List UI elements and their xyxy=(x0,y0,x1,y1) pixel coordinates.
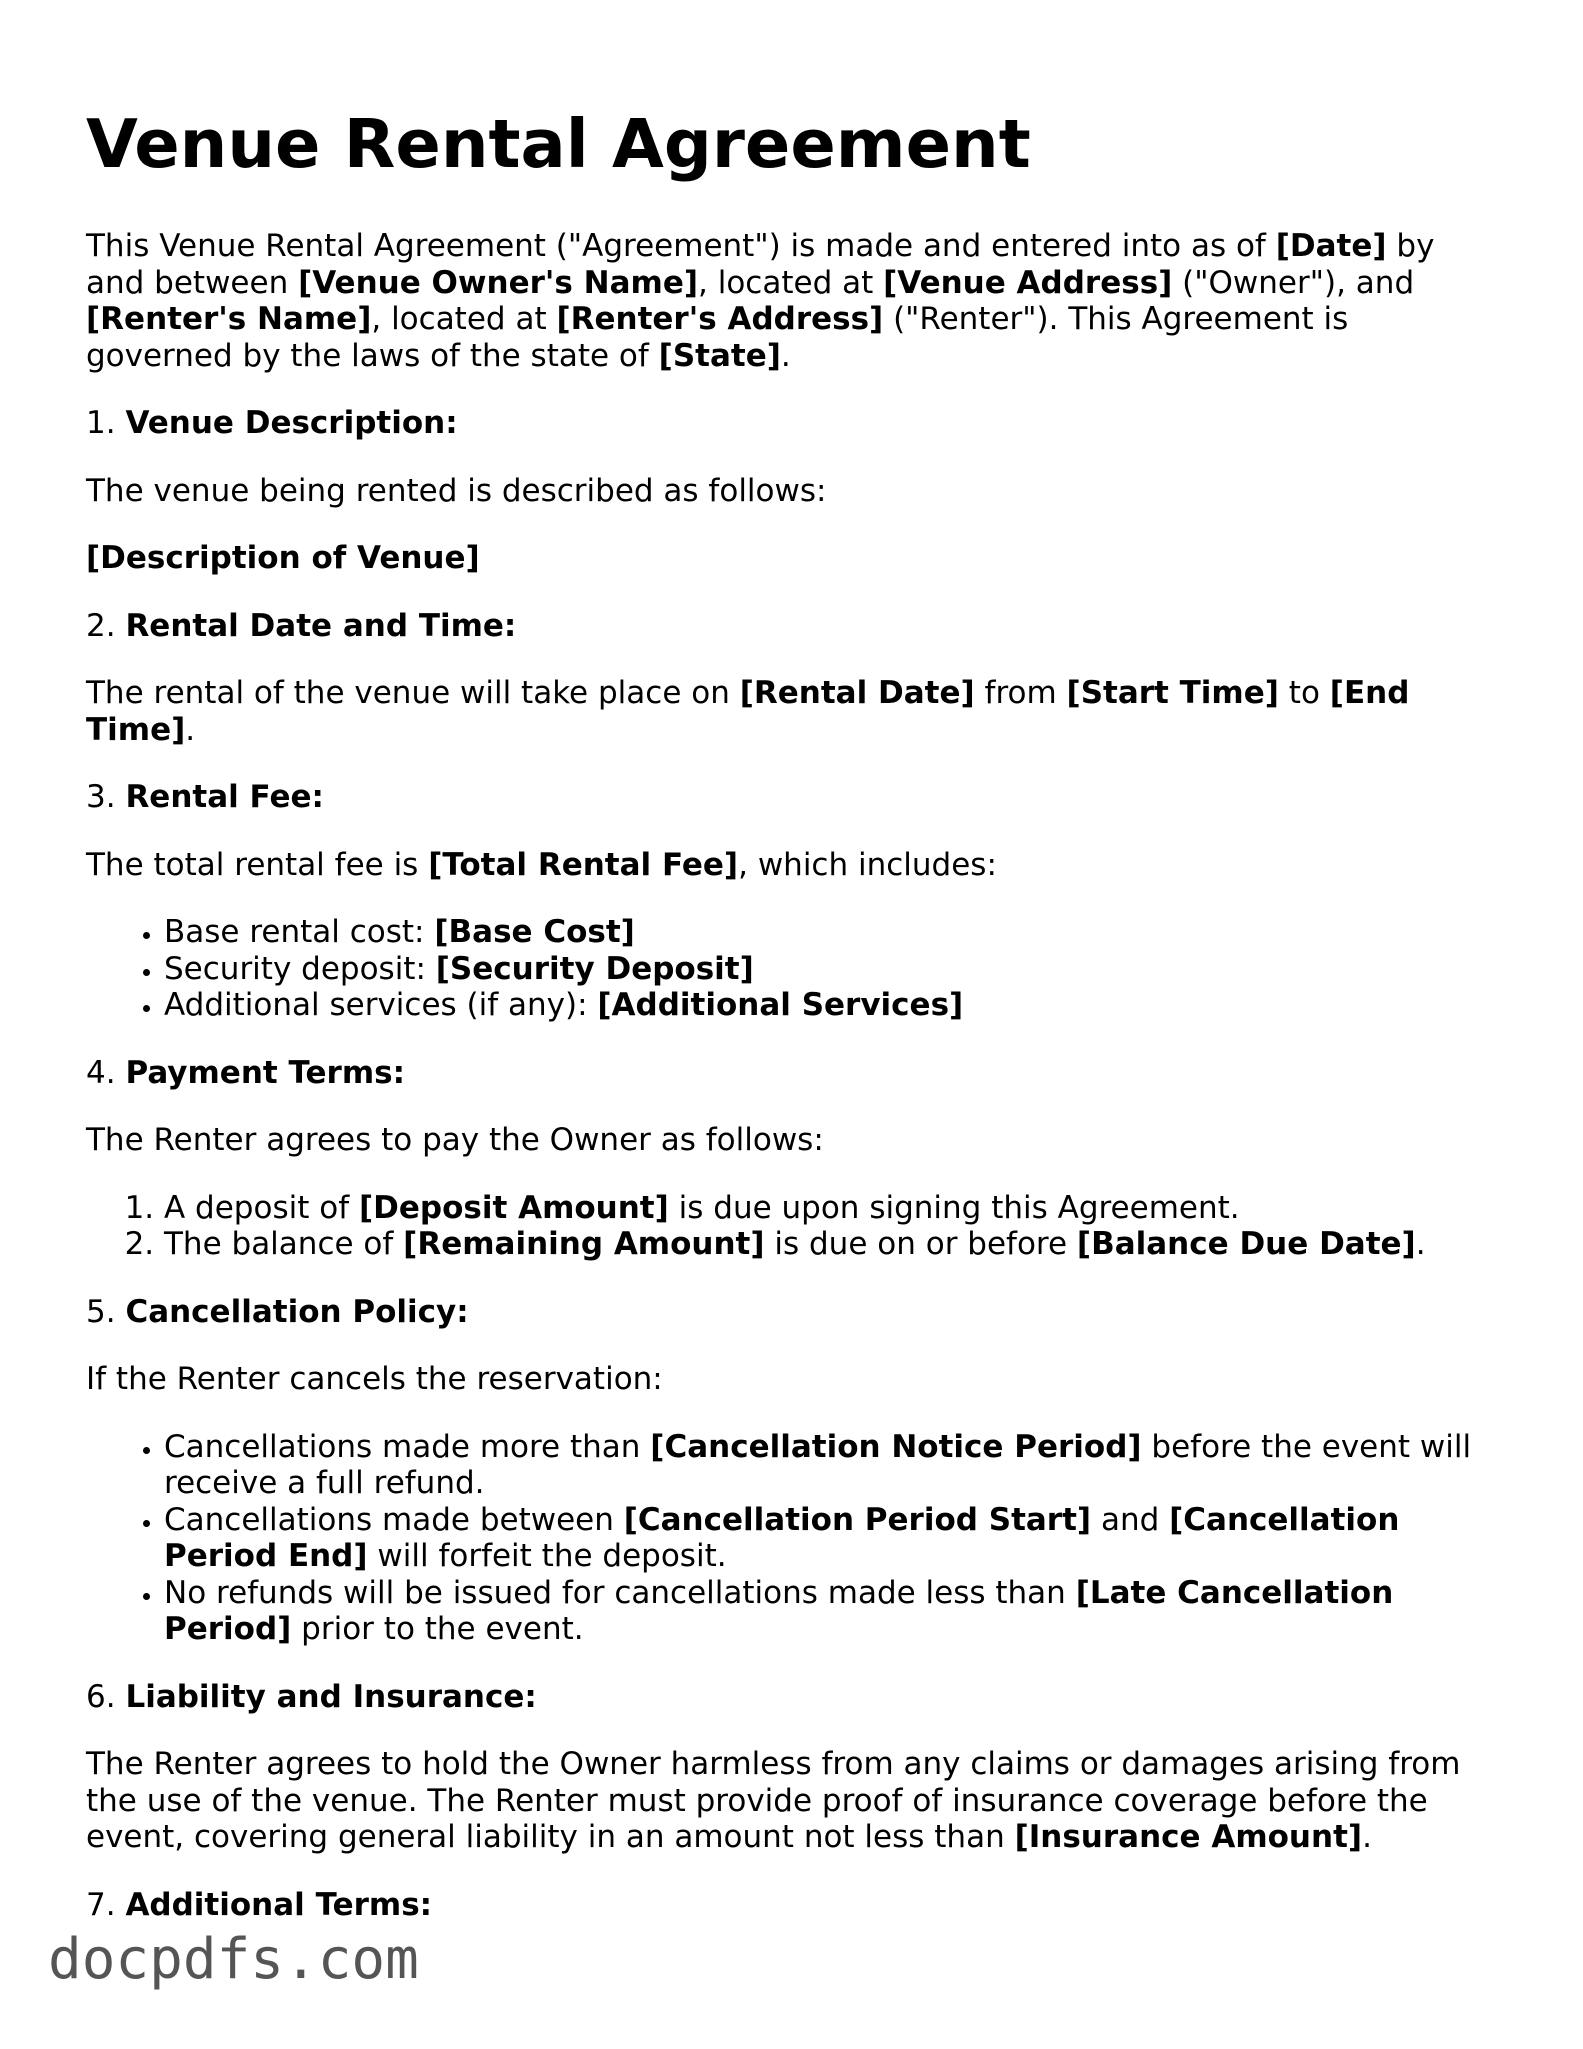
section-heading-payment-terms: 4. Payment Terms: xyxy=(86,1054,405,1091)
payment-terms-text: The Renter agrees to pay the Owner as follows: xyxy=(86,1122,824,1158)
venue-description-text: The venue being rented is described as follows: xyxy=(86,472,827,509)
rental-date-time-text: The rental of the venue will take place on [Rental Date] from [Start Time] to [End Time]. xyxy=(86,675,1410,748)
list-item: • Base rental cost: [Base Cost] xyxy=(164,914,1496,951)
rental-fee-text: The total rental fee is [Total Rental Fee], which includes: xyxy=(86,846,997,883)
list-item: • Additional services (if any): [Additional Services] xyxy=(164,987,1496,1024)
intro-paragraph: This Venue Rental Agreement ("Agreement") is made and entered into as of [Date] by and between [Venue Owner's Name], located at [Venue Address] ("Owner"), and [Renter's Name], located at [Renter's Address] ("Renter"). This Agreement is governed by the laws of the state of [State]. xyxy=(86,228,1435,374)
section-heading-rental-date-time: 2. Rental Date and Time: xyxy=(86,607,517,644)
document-title: Venue Rental Agreement xyxy=(86,105,1031,183)
section-heading-liability-insurance: 6. Liability and Insurance: xyxy=(86,1678,537,1715)
payment-terms-list xyxy=(86,1190,1496,1263)
list-item: • Cancellations made between [Cancellation Period Start] and [Cancellation Period End] will forfeit the deposit. xyxy=(164,1502,1496,1575)
list-item: 2. The balance of [Remaining Amount] is due on or before [Balance Due Date]. xyxy=(164,1226,1496,1263)
list-item: 1. A deposit of [Deposit Amount] is due upon signing this Agreement. xyxy=(164,1190,1496,1227)
section-heading-venue-description: 1. Venue Description: xyxy=(86,405,458,441)
list-item: • No refunds will be issued for cancellations made less than [Late Cancellation Period] prior to the event. xyxy=(164,1575,1496,1648)
cancellation-policy-list xyxy=(86,1429,1496,1648)
document-body xyxy=(86,228,1496,1954)
section-heading-cancellation-policy: 5. Cancellation Policy: xyxy=(86,1293,469,1330)
venue-description-placeholder: [Description of Venue] xyxy=(86,540,480,576)
list-item: • Security deposit: [Security Deposit] xyxy=(164,951,1496,988)
watermark-text: docpdfs.com xyxy=(48,1927,419,1992)
list-item: • Cancellations made more than [Cancellation Notice Period] before the event will receive a full refund. xyxy=(164,1429,1496,1502)
section-heading-additional-terms: 7. Additional Terms: xyxy=(86,1886,433,1923)
rental-fee-list xyxy=(86,914,1496,1024)
section-heading-rental-fee: 3. Rental Fee: xyxy=(86,779,324,815)
cancellation-policy-text: If the Renter cancels the reservation: xyxy=(86,1361,663,1397)
liability-insurance-text: The Renter agrees to hold the Owner harmless from any claims or damages arising from the use of the venue. The Renter must provide proof of insurance coverage before the event, covering general liability in an amount not less than [Insurance Amount]. xyxy=(86,1746,1461,1855)
